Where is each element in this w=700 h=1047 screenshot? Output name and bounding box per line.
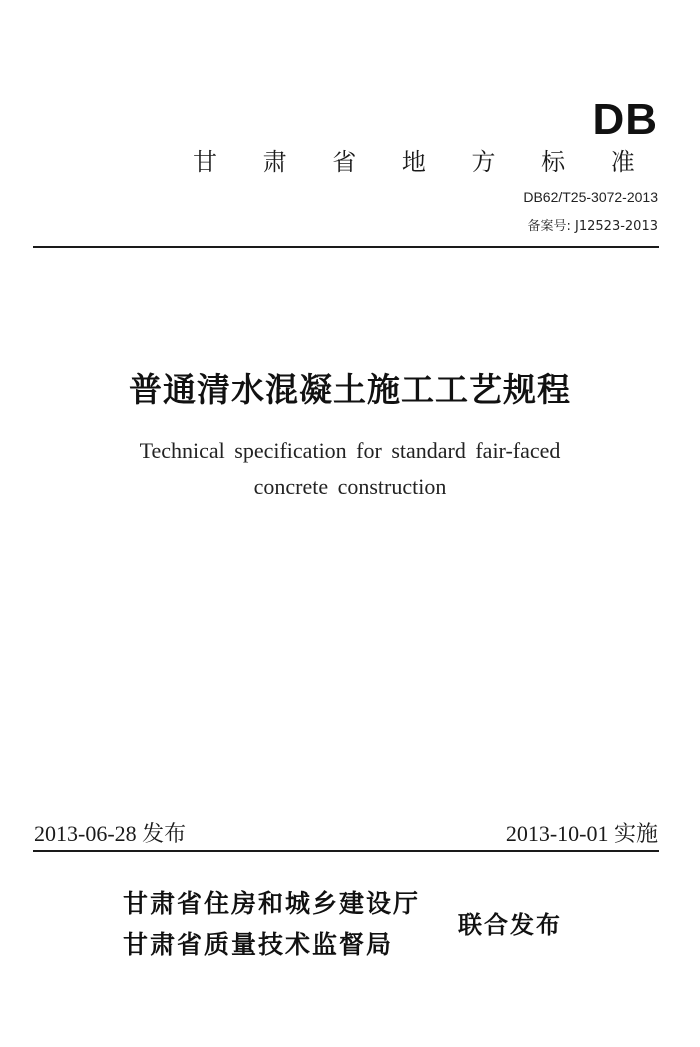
record-number: 备案号: J12523-2013 xyxy=(527,219,658,234)
joint-release-label: 联合发布 xyxy=(458,911,562,939)
top-divider xyxy=(33,246,659,248)
document-title-chinese: 普通清水混凝土施工工艺规程 xyxy=(129,370,571,409)
bottom-divider xyxy=(33,850,659,852)
standard-number: DB62/T25-3072-2013 xyxy=(523,189,658,205)
document-title-english-line2: concrete construction xyxy=(253,474,447,499)
document-title-english-line1: Technical specification for standard fair-faced xyxy=(139,438,561,463)
issuer-department-1: 甘肃省住房和城乡建设厅 xyxy=(123,889,421,918)
db-logo: DB xyxy=(592,95,658,144)
effective-date: 2013-10-01 实施 xyxy=(505,821,658,846)
issue-date: 2013-06-28 发布 xyxy=(34,821,187,846)
standard-level-label: 甘 肃 省 地 方 标 准 xyxy=(193,148,654,176)
issuer-department-2: 甘肃省质量技术监督局 xyxy=(123,930,394,959)
